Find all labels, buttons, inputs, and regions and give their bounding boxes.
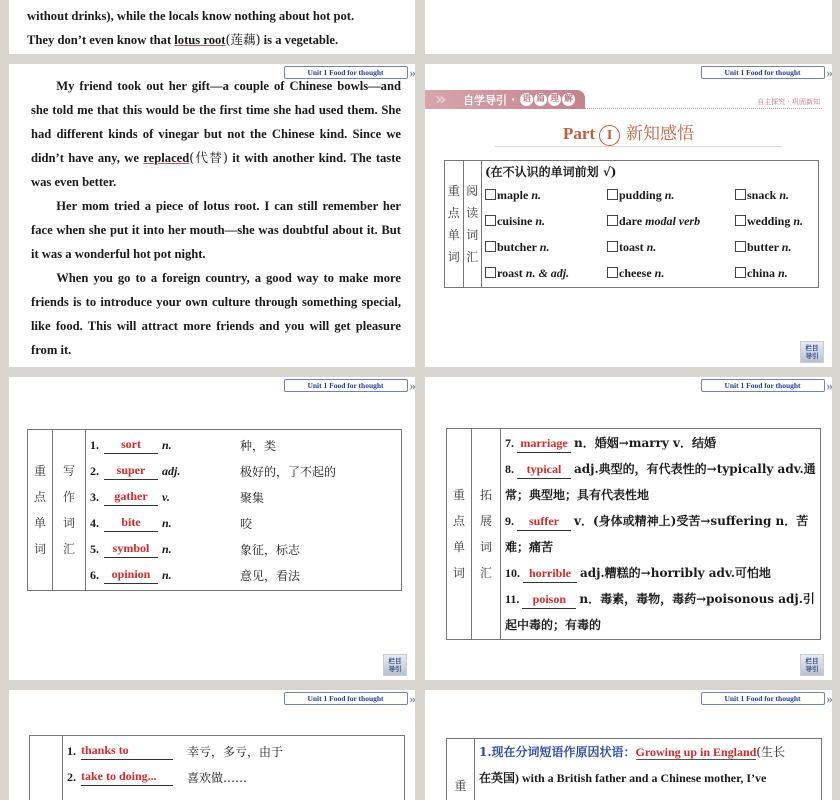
part-title-cn: 新知感悟 [626, 124, 694, 144]
word: dare [619, 214, 642, 228]
col-char: 汇 [465, 246, 481, 268]
chevron-right-icon: » [827, 692, 829, 705]
chevron-right-icon: » [827, 379, 829, 392]
story-paragraph-2: Her mom tried a piece of lotus root. I can still remember her face when she put it into her mouth—she was doubtful about it. But it was a wonderful hot pot night. [31, 194, 401, 266]
unit-tag-label: Unit 1 Food for thought [284, 66, 408, 79]
answer-blank[interactable]: opinion [104, 567, 158, 584]
meaning: 意见，看法 [240, 567, 300, 584]
part-of-speech: n. [647, 240, 657, 254]
story-paragraph-1 [31, 74, 401, 194]
banner-circle-char: 解 [562, 93, 575, 106]
word-item[interactable] [735, 266, 815, 281]
banner-circle-char: 理 [548, 93, 561, 106]
item-number: 6. [90, 568, 104, 583]
meaning: 极好的，了不起的 [240, 463, 336, 480]
word: maple [497, 188, 528, 202]
vocab-row [90, 432, 397, 458]
answer-blank[interactable]: gather [104, 489, 158, 506]
part-label: Part [563, 124, 595, 143]
banner-circle-char: 篇 [534, 93, 547, 106]
vocab-row [90, 536, 397, 562]
slide-phrases[interactable] [9, 690, 415, 800]
story-paragraph-3: When you go to a foreign country, a good way to make more friends is to introduce your own culture through something special, like food. This will attract more friends and you will get pleasure from it. [31, 266, 401, 362]
story-end-text [27, 4, 401, 52]
word-item[interactable] [607, 188, 735, 203]
checkbox[interactable] [485, 241, 496, 252]
reading-vocab-content [482, 161, 819, 288]
col-char: 点 [446, 202, 462, 224]
word-row [485, 182, 815, 208]
story-line: without drinks), while the locals know nothing about hot pot. [27, 4, 401, 28]
col-char: 拓 [473, 482, 499, 508]
checkbox[interactable] [735, 189, 746, 200]
gloss: (生长 [756, 745, 785, 759]
definition: adj.典型的，有代表性的→typically adv.通常；典型地；具有代表性地 [505, 462, 816, 502]
part-of-speech: n. [540, 240, 550, 254]
subcategory-col [53, 430, 86, 591]
part-of-speech: n. [793, 214, 803, 228]
word: pudding [619, 188, 662, 202]
vocab-row [505, 430, 816, 456]
phrases-list [63, 736, 405, 800]
col-char: 点 [29, 484, 51, 510]
col-char: 作 [54, 484, 84, 510]
definition: adj.糟糕的→horribly adv.可怕地 [580, 566, 771, 580]
checkbox[interactable] [735, 267, 746, 278]
col-char: 词 [448, 560, 470, 586]
col-char: 单 [446, 224, 462, 246]
word: snack [747, 188, 776, 202]
col-char: 单 [29, 510, 51, 536]
nav-label: 栏目 [384, 657, 406, 665]
part-title [425, 119, 832, 146]
category-col [28, 430, 53, 591]
chevron-right-icon: » [435, 89, 441, 110]
subcategory-col [472, 429, 501, 640]
answer-blank[interactable]: typical [517, 462, 571, 479]
slide-story[interactable] [9, 64, 415, 367]
word-item[interactable] [485, 266, 607, 281]
phrase-row [67, 764, 400, 790]
item-number: 3. [90, 490, 104, 505]
checkbox[interactable] [485, 215, 496, 226]
banner-subtitle: 自主探究 · 巩固新知 [757, 97, 820, 107]
col-char: 汇 [54, 536, 84, 562]
answer-blank[interactable]: poison [522, 592, 576, 609]
vocab-row [505, 456, 816, 508]
part-of-speech: n. [535, 214, 545, 228]
checkbox[interactable] [485, 267, 496, 278]
col-char: 词 [29, 536, 51, 562]
part-of-speech: n. [158, 438, 240, 453]
item-number: 1. [90, 438, 104, 453]
phrase-row [67, 738, 400, 764]
category-col [447, 739, 475, 800]
col-char: 词 [473, 534, 499, 560]
sentence-line-1 [479, 739, 817, 765]
word-item[interactable] [607, 266, 735, 281]
meaning: 幸亏，多亏，由于 [173, 743, 283, 760]
part-of-speech: n. [158, 516, 240, 531]
slide-story-end[interactable] [9, 0, 415, 54]
subcategory-col [463, 161, 482, 288]
part-of-speech: modal verb [645, 214, 700, 228]
story-text: is a vegetable. [261, 33, 339, 47]
unit-tag-label: Unit 1 Food for thought [701, 692, 825, 705]
part-number: I [599, 125, 620, 146]
word-item[interactable] [607, 214, 735, 229]
word-item[interactable] [485, 188, 607, 203]
answer-blank[interactable]: bite [104, 515, 158, 532]
grammar-label: 1.现在分词短语作原因状语： [479, 745, 636, 759]
meaning: 种，类 [240, 437, 276, 454]
word: cuisine [497, 214, 532, 228]
word: butcher [497, 240, 537, 254]
reading-vocab-table [444, 160, 819, 288]
word-item[interactable] [735, 214, 815, 229]
word: wedding [747, 214, 790, 228]
item-number: 4. [90, 516, 104, 531]
col-char: 词 [446, 246, 462, 268]
slide-blank[interactable] [425, 0, 832, 54]
vocab-row [90, 458, 397, 484]
col-char: 展 [473, 508, 499, 534]
definition: n．婚姻→marry v．结婚 [574, 436, 716, 450]
gloss: (莲藕) [226, 32, 261, 47]
word-item[interactable] [607, 240, 735, 255]
part-of-speech: n. [655, 266, 665, 280]
banner-divider [585, 108, 822, 109]
phrases-table [29, 735, 405, 800]
answer-blank[interactable]: take to doing... [81, 769, 173, 786]
col-char: 重 [448, 773, 473, 799]
item-number: 2. [67, 770, 81, 785]
meaning: 聚集 [240, 489, 264, 506]
answer-text: Growing up in England [636, 745, 757, 760]
vocab-row [90, 484, 397, 510]
story-text: They don’t even know that [27, 33, 174, 47]
unit-tag [284, 378, 412, 392]
item-number: 2. [90, 464, 104, 479]
underlined-word: replaced [143, 151, 189, 165]
col-char: 重 [29, 458, 51, 484]
slide-writing-vocab[interactable] [9, 377, 415, 680]
item-number: 9. [505, 514, 514, 528]
word: butter [747, 240, 779, 254]
word-item[interactable] [735, 188, 815, 203]
gloss: (代替) [189, 150, 228, 165]
word: china [747, 266, 775, 280]
item-number: 7. [505, 436, 514, 450]
chevron-right-icon: » [410, 66, 412, 79]
col-char: 重 [446, 180, 462, 202]
banner-label: 自学导引 [463, 92, 507, 108]
word: roast [497, 266, 523, 280]
unit-tag [701, 378, 829, 392]
word: cheese [619, 266, 652, 280]
slide-sentences[interactable] [425, 690, 832, 800]
part-of-speech: v. [158, 490, 240, 505]
col-char: 阅 [465, 180, 481, 202]
col-char: 重 [448, 482, 470, 508]
nav-label: 栏目 [801, 344, 823, 352]
part-of-speech: n. [782, 240, 792, 254]
col-char: 词 [54, 510, 84, 536]
banner-sep: · [511, 93, 515, 106]
word-row [485, 260, 815, 286]
unit-tag [701, 691, 829, 705]
definition: v．(身体或精神上)受苦→suffering n．苦难；痛苦 [505, 514, 808, 554]
sentences-table [446, 738, 822, 800]
answer-blank[interactable]: marriage [517, 436, 571, 453]
definition: n．毒素，毒物，毒药→poisonous adj.引起中毒的；有毒的 [505, 592, 815, 632]
checkbox[interactable] [607, 241, 618, 252]
part-of-speech: adj. [158, 464, 240, 479]
category-col [445, 161, 464, 288]
vocab-row [505, 508, 816, 560]
nav-guide-button[interactable] [800, 341, 824, 363]
checkbox[interactable] [607, 189, 618, 200]
checkbox[interactable] [607, 215, 618, 226]
banner-circle-char: 语 [520, 93, 533, 106]
checkbox[interactable] [735, 241, 746, 252]
answer-blank[interactable]: sort [104, 437, 158, 454]
nav-label: 导引 [801, 665, 823, 673]
category-col [447, 429, 472, 640]
section-banner [425, 90, 585, 109]
story-text: it with another kind. The taste was even better. [31, 151, 401, 189]
part-divider [495, 146, 782, 147]
part-of-speech: n. [158, 542, 240, 557]
word-row [485, 234, 815, 260]
word-item[interactable] [735, 240, 815, 255]
chevron-right-icon: » [410, 379, 412, 392]
vocab-row [505, 586, 816, 638]
writing-vocab-table [27, 429, 402, 591]
instruction: (在不认识的单词前划 √) [485, 162, 815, 182]
answer-blank[interactable]: suffer [517, 514, 571, 531]
item-number: 8. [505, 462, 514, 476]
col-char: 汇 [473, 560, 499, 586]
part-of-speech: n. [158, 568, 240, 583]
item-number: 1. [67, 744, 81, 759]
vocab-row [90, 510, 397, 536]
nav-guide-button[interactable] [800, 654, 824, 676]
unit-tag [284, 691, 412, 705]
item-number: 5. [90, 542, 104, 557]
col-char: 点 [448, 508, 470, 534]
unit-tag-label: Unit 1 Food for thought [701, 379, 825, 392]
word-item[interactable] [485, 240, 607, 255]
meaning: 咬 [240, 515, 252, 532]
part-of-speech: n. [531, 188, 541, 202]
answer-blank[interactable]: super [104, 463, 158, 480]
unit-tag-label: Unit 1 Food for thought [284, 692, 408, 705]
unit-tag-label: Unit 1 Food for thought [284, 379, 408, 392]
meaning: 喜欢做…… [173, 769, 247, 786]
nav-label: 导引 [384, 665, 406, 673]
extended-vocab-list [501, 429, 821, 640]
col-char: 单 [448, 534, 470, 560]
checkbox[interactable] [607, 267, 618, 278]
word-grid [485, 182, 815, 286]
extended-vocab-table [446, 428, 821, 640]
col-char: 词 [465, 224, 481, 246]
part-of-speech: n. [665, 188, 675, 202]
category-col [30, 736, 63, 800]
part-of-speech: n. & adj. [526, 266, 569, 280]
word-item[interactable] [485, 214, 607, 229]
sentences-content [475, 739, 822, 800]
item-number: 11. [505, 592, 519, 606]
part-of-speech: n. [779, 188, 789, 202]
chevron-right-icon: » [827, 66, 829, 79]
vocab-row [90, 562, 397, 588]
slide-extended-vocab[interactable] [425, 377, 832, 680]
word: toast [619, 240, 644, 254]
answer-blank[interactable]: thanks to [81, 743, 173, 760]
unit-tag [701, 65, 829, 79]
underlined-word: lotus root [174, 33, 225, 47]
story-line [27, 28, 401, 52]
word-row [485, 208, 815, 234]
vocab-row [505, 560, 816, 586]
slide-part1[interactable] [425, 64, 832, 367]
meaning: 象征，标志 [240, 541, 300, 558]
sentence-line-2: 在英国) with a British father and a Chinese mother, I’ve [479, 765, 817, 791]
answer-blank[interactable]: horrible [523, 566, 577, 583]
story-body [31, 74, 401, 362]
chevron-right-icon: » [410, 692, 412, 705]
checkbox[interactable] [735, 215, 746, 226]
story-text: My friend took out her gift—a couple of Chinese bowls—and she told me that this would be the first time she had used them. She had different kinds of vinegar but not the Chinese kind. Since we didn’t have any, we [31, 79, 401, 165]
answer-blank[interactable]: symbol [104, 541, 158, 558]
part-of-speech: n. [778, 266, 788, 280]
nav-label: 栏目 [801, 657, 823, 665]
nav-guide-button[interactable] [383, 654, 407, 676]
item-number: 10. [505, 566, 520, 580]
unit-tag-label: Unit 1 Food for thought [701, 66, 825, 79]
col-char: 写 [54, 458, 84, 484]
col-char: 读 [465, 202, 481, 224]
nav-label: 导引 [801, 352, 823, 360]
checkbox[interactable] [485, 189, 496, 200]
writing-vocab-list [86, 430, 402, 591]
